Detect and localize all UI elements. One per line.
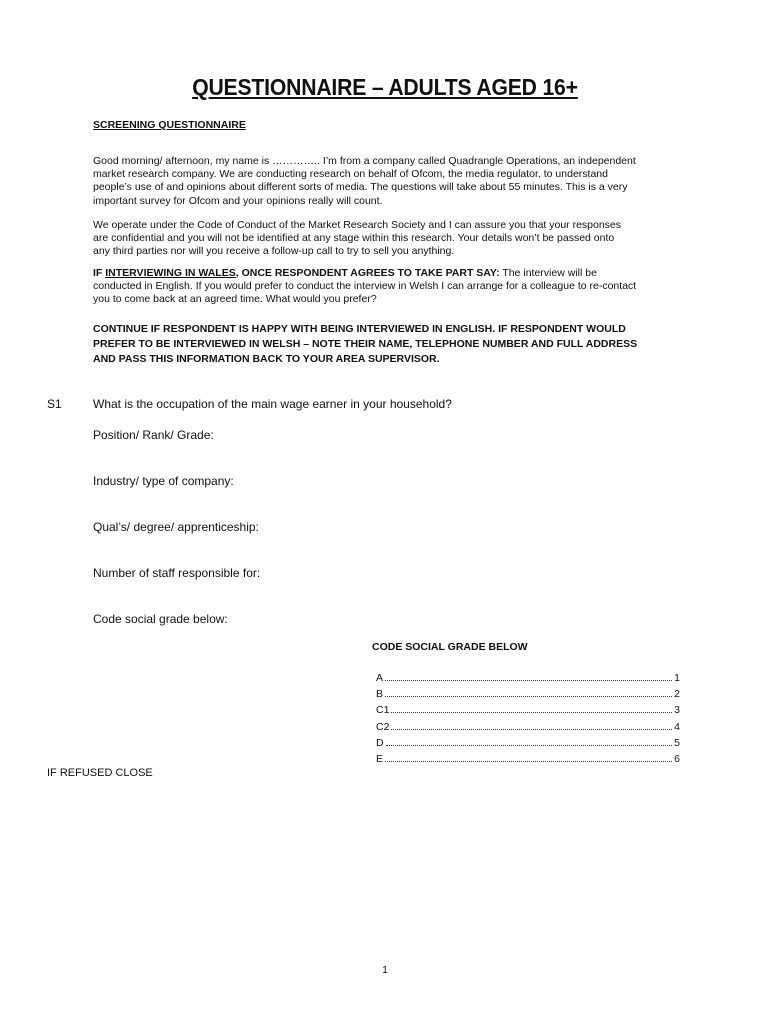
dot-leader xyxy=(391,712,672,713)
question-number: S1 xyxy=(47,397,62,411)
dot-leader xyxy=(385,761,672,762)
code-label: E xyxy=(376,752,384,765)
code-label: B xyxy=(376,688,384,701)
refused-close-note: IF REFUSED CLOSE xyxy=(47,767,153,779)
wales-paragraph xyxy=(93,267,653,307)
wales-line-rest: The interview will be xyxy=(499,267,597,279)
code-number: 3 xyxy=(674,704,680,717)
code-row-b xyxy=(376,688,680,704)
code-row-c2 xyxy=(376,721,680,737)
instruction-line: PREFER TO BE INTERVIEWED IN WELSH – NOTE THEIR NAME, TELEPHONE NUMBER AND FULL ADDRESS xyxy=(93,338,638,350)
code-row-c1 xyxy=(376,704,680,720)
code-number: 1 xyxy=(674,672,680,684)
wales-line-1 xyxy=(93,267,653,280)
question-text: What is the occupation of the main wage earner in your household? xyxy=(93,397,452,411)
social-grade-code-list xyxy=(376,672,680,769)
dot-leader xyxy=(385,680,672,681)
wales-instruction: , ONCE RESPONDENT AGREES TO TAKE PART SAY: xyxy=(235,267,500,279)
instruction-line: CONTINUE IF RESPONDENT IS HAPPY WITH BEING INTERVIEWED IN ENGLISH. IF RESPONDENT WOULD xyxy=(93,323,626,335)
conduct-line: any third parties nor will you receive a follow-up call to try to sell you anything. xyxy=(93,245,455,258)
wales-line: conducted in English. If you would prefer to conduct the interview in Welsh I can arrange for a colleague to re-contact xyxy=(93,280,637,293)
field-industry-label: Industry/ type of company: xyxy=(93,474,234,488)
code-label: C1 xyxy=(376,704,390,717)
intro-line: Good morning/ afternoon, my name is ………….. I’m from a company called Quadrangle Operations, an independent xyxy=(93,155,636,167)
conduct-line: We operate under the Code of Conduct of the Market Research Society and I can assure you that your responses xyxy=(93,219,622,231)
code-row-e xyxy=(376,753,680,769)
field-staff-label: Number of staff responsible for: xyxy=(93,566,261,580)
instruction-line: AND PASS THIS INFORMATION BACK TO YOUR AREA SUPERVISOR. xyxy=(93,353,440,365)
dot-leader xyxy=(386,745,673,746)
code-label: C2 xyxy=(376,720,390,733)
intro-line: important survey for Ofcom and your opinions really will count. xyxy=(93,194,383,207)
continue-instruction xyxy=(93,322,668,367)
wales-prefix: IF xyxy=(93,267,106,279)
section-subtitle: SCREENING QUESTIONNAIRE xyxy=(93,119,246,131)
conduct-paragraph xyxy=(93,219,653,259)
code-row-a xyxy=(376,672,680,688)
page-title: QUESTIONNAIRE – ADULTS AGED 16+ xyxy=(192,74,578,100)
dot-leader xyxy=(385,696,672,697)
wales-condition: INTERVIEWING IN WALES xyxy=(105,267,236,279)
code-label: D xyxy=(376,736,384,749)
wales-line: you to come back at an agreed time. What would you prefer? xyxy=(93,293,377,306)
code-number: 2 xyxy=(674,688,680,701)
intro-line: people’s use of and opinions about different sorts of media. The questions will take about 55 minutes. This is a very xyxy=(93,181,628,194)
field-position-label: Position/ Rank/ Grade: xyxy=(93,428,214,442)
intro-line: market research company. We are conducting research on behalf of Ofcom, the media regulator, to understand xyxy=(93,168,608,181)
code-row-d xyxy=(376,737,680,753)
field-qualifications-label: Qual’s/ degree/ apprenticeship: xyxy=(93,520,259,534)
dot-leader xyxy=(391,729,672,730)
code-number: 5 xyxy=(674,736,680,749)
intro-paragraph xyxy=(93,155,653,208)
code-label: A xyxy=(376,672,384,684)
code-number: 4 xyxy=(674,720,680,733)
page-number: 1 xyxy=(382,964,388,976)
code-number: 6 xyxy=(674,752,680,765)
conduct-line: are confidential and you will not be identified at any stage within this research. Your details won’t be passed onto xyxy=(93,232,615,245)
code-list-heading: CODE SOCIAL GRADE BELOW xyxy=(372,641,528,653)
field-social-grade-label: Code social grade below: xyxy=(93,612,228,626)
